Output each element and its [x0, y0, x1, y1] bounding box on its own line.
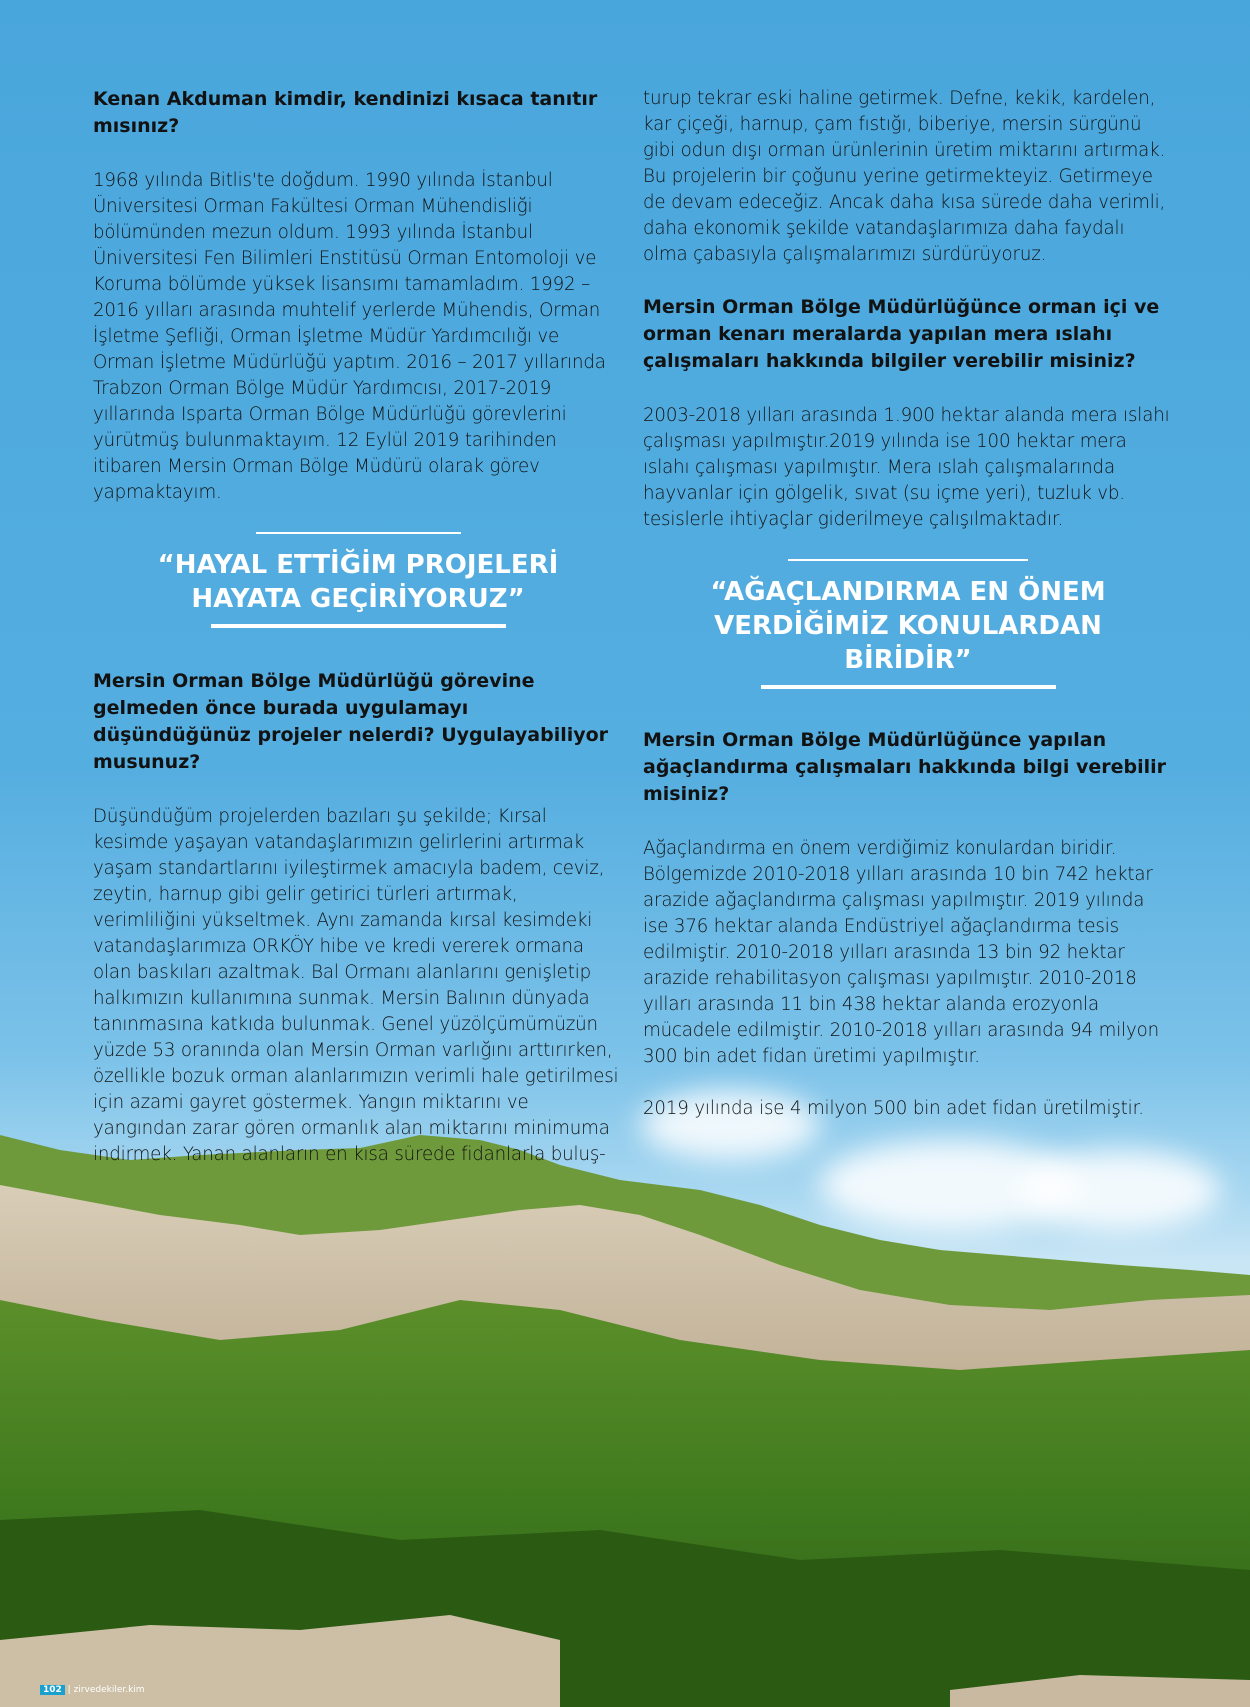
left-column [93, 86, 623, 1194]
pull-quote [693, 559, 1123, 689]
question-heading: Mersin Orman Bölge Müdürlüğünce orman içi ve orman kenarı meralarda yapılan mera ıslahı çalışmaları hakkında bilgiler verebilir misiniz? [643, 296, 1160, 372]
answer-paragraph: Düşündüğüm projelerden bazıları şu şekilde; Kırsal kesimde yaşayan vatandaşlarımızın gelirlerini artırmak yaşam standartlarını iyileştirmek amacıyla badem, ceviz, zeytin, harnup gibi gelir getirici türleri artırmak, verimliliğini yükseltmek. Aynı zamanda kırsal kesimdeki vatandaşlarımıza ORKÖY hibe ve kredi vererek ormana olan baskıları azaltmak. Bal Ormanı alanlarını genişletip halkımızın kullanımına sunmak. Mersin Balının dünyada tanınmasına katkıda bulunmak. Genel yüzölçümümüzün yüzde 53 oranında olan Mersin Orman varlığını arttırırken, özellikle bozuk orman alanlarımızın verimli hale getirilmesi için azami gayret göstermek. Yangın miktarını ve yangından zarar gören ormanlık alan miktarını minimuma indirmek. Yanan alanların en kısa sürede fidanlarla buluş- [93, 806, 619, 1165]
answer-paragraph: 2019 yılında ise 4 milyon 500 bin adet fidan üretilmiştir. [643, 1098, 1144, 1119]
question-heading: Kenan Akduman kimdir, kendinizi kısaca tanıtır mısınız? [93, 88, 598, 137]
right-column [643, 86, 1173, 1148]
answer-paragraph: 2003-2018 yılları arasında 1.900 hektar alanda mera ıslahı çalışması yapılmıştır.2019 yılında ise 100 hektar mera ıslahı çalışması yapılmıştır. Mera ıslah çalışmalarında hayvanlar için gölgelik, sıvat (su içme yeri), tuzluk vb. tesislerle ihtiyaçlar giderilmeye çalışılmaktadır. [643, 405, 1170, 530]
answer-paragraph: turup tekrar eski haline getirmek. Defne, kekik, kardelen, kar çiçeği, harnup, çam fıstığı, biberiye, mersin sürgünü gibi odun dışı orman ürünlerinin üretim miktarını artırmak. Bu projelerin bir çoğunu yerine getirmekteyiz. Getirmeye de devam edeceğiz. Ancak daha kısa sürede daha verimli, daha ekonomik şekilde vatandaşlarımıza daha faydalı olma çabasıyla çalışmalarımızı sürdürüyoruz. [643, 88, 1166, 265]
pull-quote-text: “HAYAL ETTİĞİM PROJELERİ HAYATA GEÇİRİYORUZ” [157, 550, 559, 614]
answer-paragraph: 1968 yılında Bitlis'te doğdum. 1990 yılında İstanbul Üniversitesi Orman Fakültesi Orman Mühendisliği bölümünden mezun oldum. 1993 yılında İstanbul Üniversitesi Fen Bilimleri Enstitüsü Orman Entomoloji ve Koruma bölümde yüksek lisansımı tamamladım. 1992 – 2016 yılları arasında muhtelif yerlerde Mühendis, Orman İşletme Şefliği, Orman İşletme Müdür Yardımcılığı ve Orman İşletme Müdürlüğü yaptım. 2016 – 2017 yıllarında Trabzon Orman Bölge Müdür Yardımcısı, 2017-2019 yıllarında Isparta Orman Bölge Müdürlüğü görevlerini yürütmüş bulunmaktayım. 12 Eylül 2019 tarihinden itibaren Mersin Orman Bölge Müdürü olarak görev yapmaktayım. [93, 170, 606, 503]
quote-rule-bottom [761, 685, 1056, 689]
site-name: | zirvedekiler.kim [67, 1685, 145, 1695]
page-number: 102 [40, 1685, 65, 1695]
pull-quote-text: “AĞAÇLANDIRMA EN ÖNEM VERDİĞİMİZ KONULARDAN BİRİDİR” [710, 577, 1106, 675]
quote-rule-top [788, 559, 1028, 561]
question-heading: Mersin Orman Bölge Müdürlüğü görevine gelmeden önce burada uygulamayı düşündüğünüz projeler nelerdi? Uygulayabiliyor musunuz? [93, 670, 609, 773]
answer-paragraph: Ağaçlandırma en önem verdiğimiz konulardan biridir. Bölgemizde 2010-2018 yılları arasında 10 bin 742 hektar arazide ağaçlandırma çalışması yapılmıştır. 2019 yılında ise 376 hektar alanda Endüstriyel ağaçlandırma tesis edilmiştir. 2010-2018 yılları arasında 13 bin 92 hektar arazide rehabilitasyon çalışması yapılmıştır. 2010-2018 yılları arasında 11 bin 438 hektar alanda erozyonla mücadele edilmiştir. 2010-2018 yılları arasında 94 milyon 300 bin adet fidan üretimi yapılmıştır. [643, 838, 1159, 1067]
quote-rule-bottom [211, 624, 506, 628]
page-footer [40, 1685, 145, 1695]
question-heading: Mersin Orman Bölge Müdürlüğünce yapılan ağaçlandırma çalışmaları hakkında bilgi verebilir misiniz? [643, 729, 1167, 805]
pull-quote [143, 532, 573, 628]
quote-rule-top [256, 532, 461, 534]
